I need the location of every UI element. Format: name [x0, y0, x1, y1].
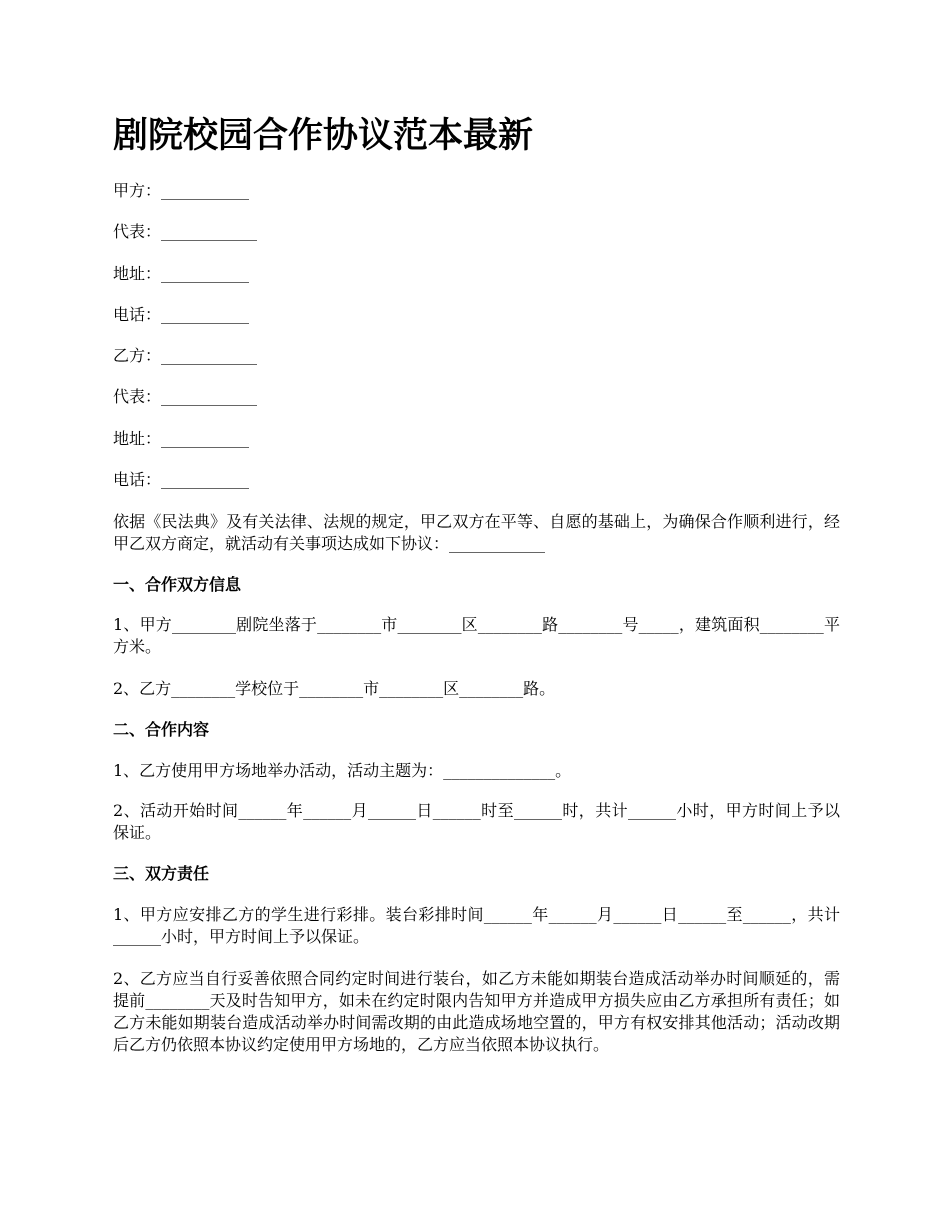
- section3-heading: 三、双方责任: [113, 864, 210, 883]
- section1-heading: 一、合作双方信息: [113, 575, 242, 594]
- section3-item2: 2、乙方应当自行妥善依照合同约定时间进行装台，如乙方未能如期装台造成活动举办时间顺延的，需提前________天及时告知甲方，如未在约定时限内告知甲方并造成甲方损失应由乙方承担所有责任；如乙方未能如期装台造成活动举办时间需改期的由此造成场地空置的，甲方有权安排其他活动；活动改期后乙方仍依照本协议约定使用甲方场地的，乙方应当依照本协议执行。: [113, 969, 840, 1054]
- document-title: 剧院校园合作协议范本最新: [113, 116, 534, 156]
- section1-item2: 2、乙方________学校位于________市________区________路。: [113, 679, 556, 698]
- party-a-address-field: 地址：___________: [113, 264, 250, 283]
- section1-item1: 1、甲方________剧院坐落于________市________区________路________号_____，建筑面积________平方米。: [113, 615, 840, 656]
- party-b-phone-field: 电话：___________: [113, 470, 250, 489]
- section2-item1: 1、乙方使用甲方场地举办活动，活动主题为：______________。: [113, 761, 572, 780]
- section2-item2: 2、活动开始时间______年______月______日______时至______时，共计______小时，甲方时间上予以保证。: [113, 801, 840, 842]
- party-b-address-field: 地址：___________: [113, 429, 250, 448]
- party-b-name-field: 乙方：____________: [113, 346, 258, 365]
- party-a-phone-field: 电话：___________: [113, 305, 250, 324]
- section3-item1: 1、甲方应安排乙方的学生进行彩排。装台彩排时间______年______月______日______至______，共计______小时，甲方时间上予以保证。: [113, 905, 840, 946]
- party-a-representative-field: 代表：____________: [113, 222, 258, 241]
- section2-heading: 二、合作内容: [113, 720, 210, 739]
- party-b-representative-field: 代表：____________: [113, 387, 258, 406]
- intro-paragraph: 依据《民法典》及有关法律、法规的规定，甲乙双方在平等、自愿的基础上，为确保合作顺利进行，经甲乙双方商定，就活动有关事项达成如下协议：____________: [113, 512, 840, 553]
- party-a-name-field: 甲方：___________: [113, 181, 250, 200]
